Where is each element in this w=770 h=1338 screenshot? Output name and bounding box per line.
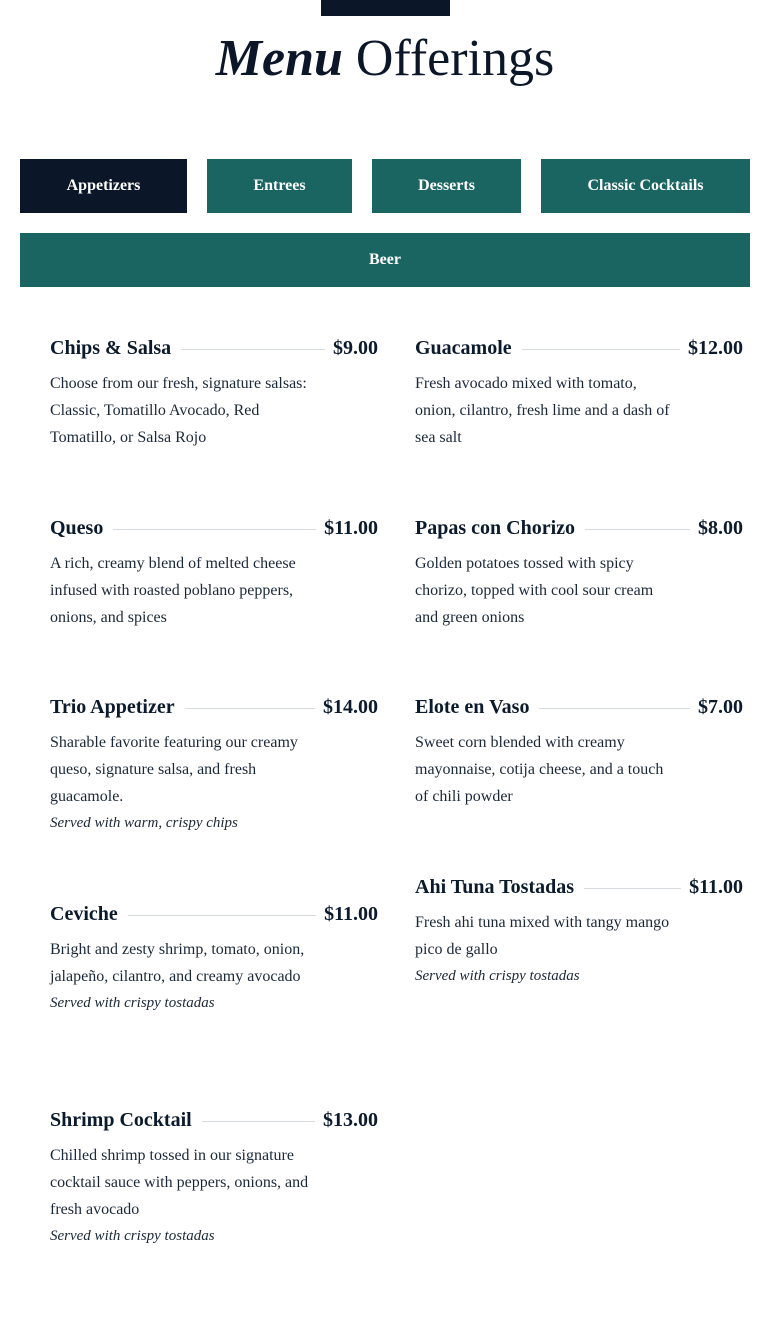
item-description: Sweet corn blended with creamy mayonnaise, cotija cheese, and a touch of chili powder: [415, 734, 664, 805]
item-description: A rich, creamy blend of melted cheese infused with roasted poblano peppers, onions, and spices: [50, 555, 296, 626]
item-description: Fresh ahi tuna mixed with tangy mango pico de gallo: [415, 914, 670, 958]
tab-appetizers[interactable]: Appetizers: [20, 159, 187, 213]
tab-beer[interactable]: Beer: [20, 233, 750, 287]
price-leader-line: [181, 349, 325, 350]
item-name: Papas con Chorizo: [415, 516, 575, 539]
top-accent-bar: [321, 0, 450, 16]
price-leader-line: [202, 1121, 315, 1122]
item-description: Golden potatoes tossed with spicy chorizo, topped with cool sour cream and green onions: [415, 555, 654, 626]
item-description: Chilled shrimp tossed in our signature cocktail sauce with peppers, onions, and fresh avocado: [50, 1147, 309, 1218]
item-name: Shrimp Cocktail: [50, 1108, 192, 1131]
price-leader-line: [113, 529, 316, 530]
item-description: Sharable favorite featuring our creamy queso, signature salsa, and fresh guacamole.: [50, 734, 298, 805]
page-title-emphasis: Menu: [215, 30, 343, 87]
item-price: $11.00: [324, 516, 378, 539]
item-name: Trio Appetizer: [50, 695, 175, 718]
page-title-rest: Offerings: [355, 30, 555, 87]
menu-item-papas-con-chorizo: [415, 514, 743, 631]
item-name: Chips & Salsa: [50, 336, 172, 359]
item-name: Guacamole: [415, 336, 512, 359]
item-description: Choose from our fresh, signature salsas: Classic, Tomatillo Avocado, Red Tomatillo, or Salsa Rojo: [50, 375, 307, 446]
item-price: $11.00: [689, 875, 743, 898]
menu-item-ahi-tuna-tostadas: [415, 873, 743, 990]
item-price: $9.00: [333, 336, 378, 359]
item-name: Ceviche: [50, 902, 118, 925]
item-serving-note: Served with crispy tostadas: [50, 1228, 215, 1244]
menu-item-shrimp-cocktail: [50, 1106, 378, 1250]
item-serving-note: Served with crispy tostadas: [50, 995, 215, 1011]
item-price: $11.00: [324, 902, 378, 925]
price-leader-line: [584, 888, 681, 889]
price-leader-line: [585, 529, 690, 530]
item-name: Elote en Vaso: [415, 695, 530, 718]
item-price: $13.00: [323, 1108, 378, 1131]
price-leader-line: [128, 915, 316, 916]
item-serving-note: Served with crispy tostadas: [415, 968, 580, 984]
item-price: $12.00: [688, 336, 743, 359]
price-leader-line: [539, 708, 690, 709]
item-description: Bright and zesty shrimp, tomato, onion, jalapeño, cilantro, and creamy avocado: [50, 941, 305, 985]
menu-item-trio-appetizer: [50, 693, 378, 837]
tab-desserts[interactable]: Desserts: [372, 159, 521, 213]
menu-item-guacamole: [415, 334, 743, 451]
menu-item-elote-en-vaso: [415, 693, 743, 810]
price-leader-line: [522, 349, 680, 350]
item-serving-note: Served with warm, crispy chips: [50, 815, 238, 831]
tab-classic-cocktails[interactable]: Classic Cocktails: [541, 159, 750, 213]
item-description: Fresh avocado mixed with tomato, onion, cilantro, fresh lime and a dash of sea salt: [415, 375, 670, 446]
price-leader-line: [185, 708, 315, 709]
page-title: [0, 28, 770, 90]
menu-item-ceviche: [50, 900, 378, 1017]
menu-item-chips-salsa: [50, 334, 378, 451]
item-price: $7.00: [698, 695, 743, 718]
item-price: $14.00: [323, 695, 378, 718]
menu-item-queso: [50, 514, 378, 631]
tab-entrees[interactable]: Entrees: [207, 159, 352, 213]
item-name: Queso: [50, 516, 104, 539]
item-price: $8.00: [698, 516, 743, 539]
item-name: Ahi Tuna Tostadas: [415, 875, 575, 898]
